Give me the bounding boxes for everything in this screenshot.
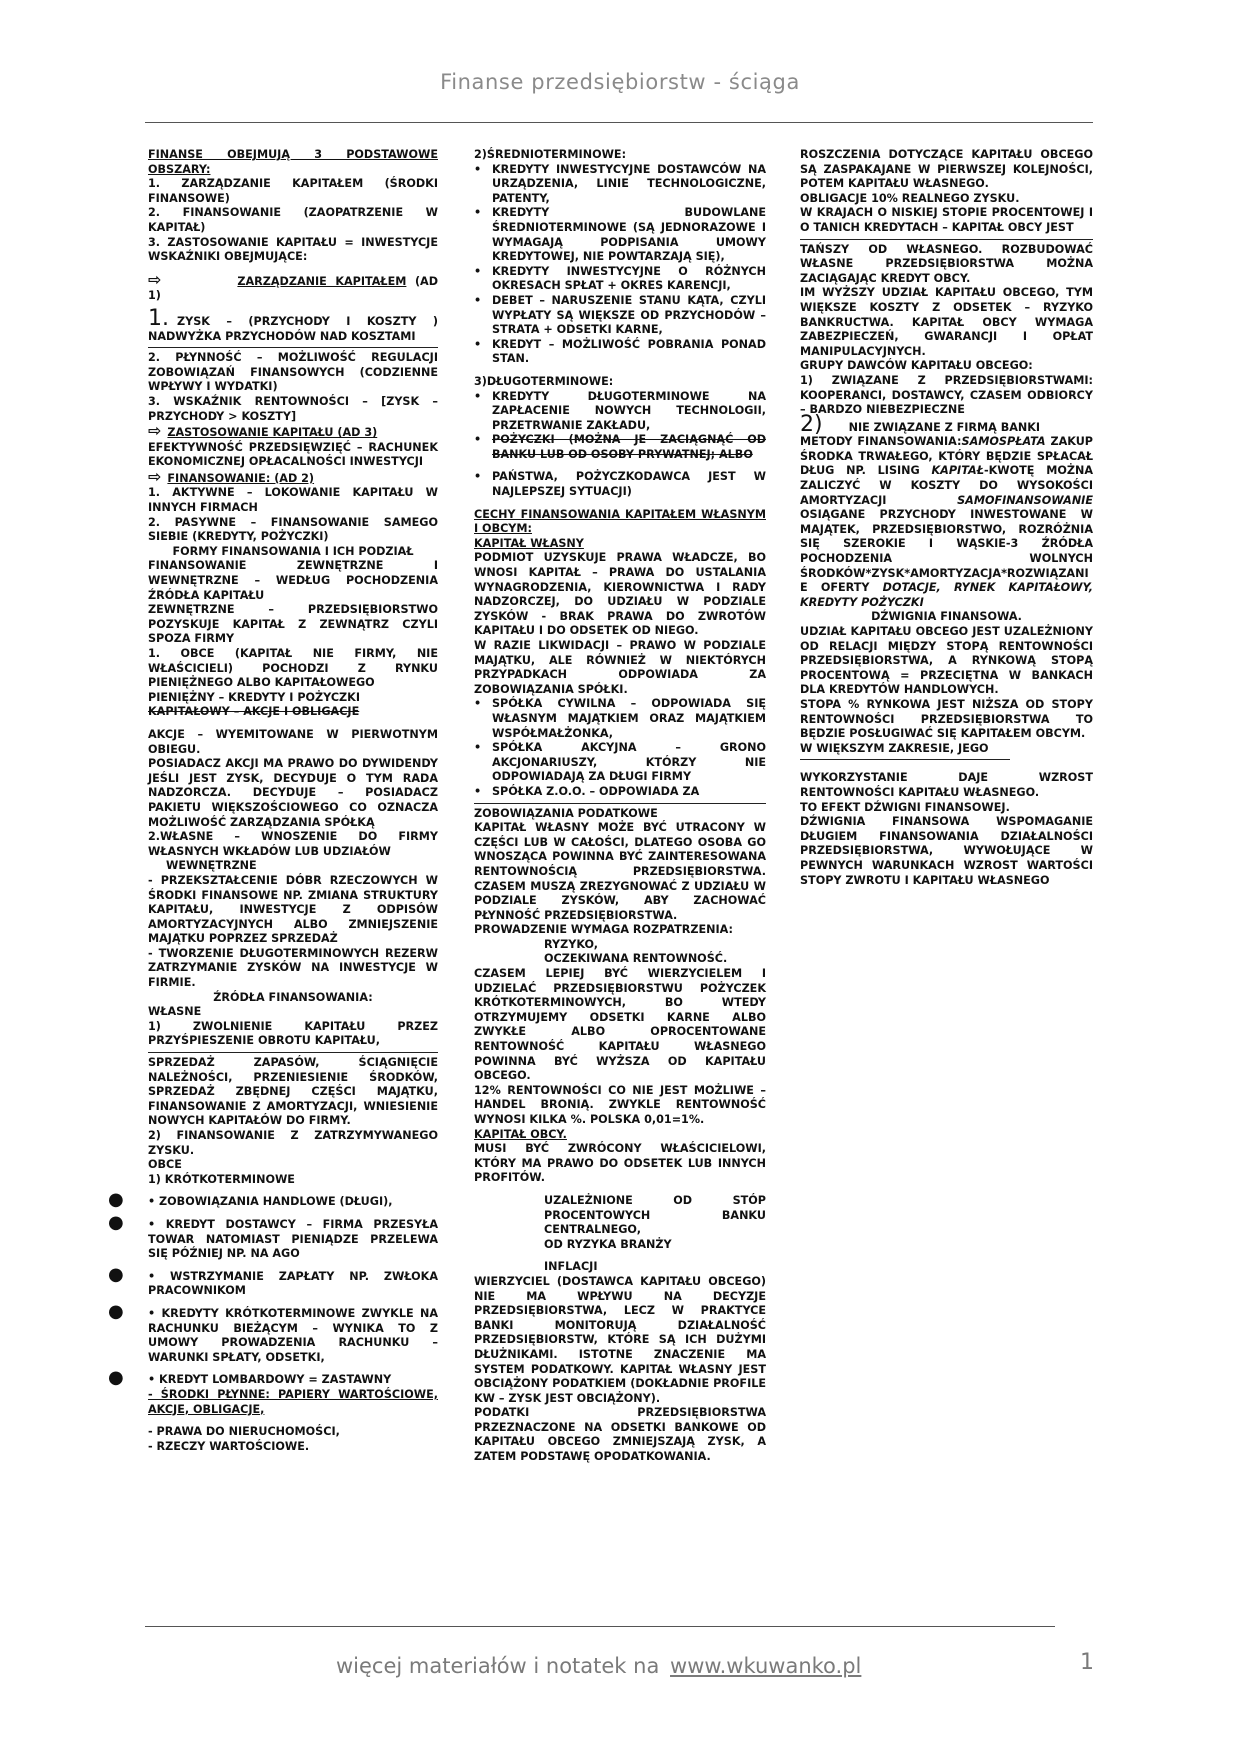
section-heading: CECHY FINANSOWANIA KAPITAŁEM WŁASNYM I OBCYM: — [474, 507, 766, 536]
list-item: • PAŃSTWA, POŻYCZKODAWCA JEST W NAJLEPSZEJ SYTUACJI) — [474, 470, 766, 499]
text-block: WIERZYCIEL (DOSTAWCA KAPITAŁU OBCEGO) NIE MA WPŁYWU NA DECYZJE PRZEDSIĘBIORSTWA, LECZ W PRAKTYCE BANKI MONITORUJĄ DZIAŁALNOŚĆ PRZEDSIĘBIORSTW, KTÓRE SĄ ICH DUŻYMI DŁUŻNIKAMI. ISTOTNE ZNACZENIE MA SYSTEM PODATKOWY. KAPITAŁ WŁASNY JEST OBCIĄŻONY PODATKIEM (DOKŁADNIE PROFILE KW – ZYSK JEST OBCIĄŻONY). — [474, 1274, 766, 1405]
list-number: 1. — [148, 305, 169, 331]
text-block: TO EFEKT DŹWIGNI FINANSOWEJ. — [800, 800, 1010, 814]
column-2 — [474, 148, 766, 1465]
text-italic: DOTACJE, RYNEK KAPITAŁOWY, KREDYTY POŻYCZKI — [800, 581, 1093, 609]
list-item: • SPÓŁKA AKCYJNA – GRONO AKCJONARIUSZY, KTÓRZY NIE ODPOWIADAJĄ ZA DŁUGI FIRMY — [474, 741, 766, 785]
list-item: • KREDYT DOSTAWCY – FIRMA PRZESYŁA TOWAR NATOMIAST PIENIĄDZE PRZELEWA SIĘ PÓŹNIEJ NP. NA AGO — [148, 1217, 438, 1261]
bullet-icon: ● — [108, 1367, 124, 1389]
arrow-icon: ⇨ — [148, 269, 162, 289]
section-heading: FINANSOWANIE: (AD 2) — [167, 471, 315, 485]
list-item: • KREDYTY INWESTYCYJNE DOSTAWCÓW NA URZĄDZENIA, LINIE TECHNOLOGICZNE, PATENTY, — [474, 163, 766, 207]
list-item: • SPÓŁKA Z.O.O. – ODPOWIADA ZA — [474, 785, 766, 800]
text-block: W KRAJACH O NISKIEJ STOPIE PROCENTOWEJ I O TANICH KREDYTACH – KAPITAŁ OBCY JEST — [800, 206, 1093, 234]
arrow-icon: ⇨ — [148, 421, 162, 441]
text-block: IM WYŻSZY UDZIAŁ KAPITAŁU OBCEGO, TYM WIĘKSZE KOSZTY Z ODSETEK – RYZYKO BANKRUCTWA. KAPITAŁ OBCY WYMAGA ZABEZPIECZEŃ, GWARANCJI I OPŁAT MANIPULACYJNYCH. — [800, 286, 1093, 358]
list-item: • ZOBOWIĄZANIA HANDLOWE (DŁUGI), — [148, 1195, 393, 1209]
section-heading: 1) KRÓTKOTERMINOWE — [148, 1172, 295, 1186]
list-item: • KREDYTY KRÓTKOTERMINOWE ZWYKLE NA RACHUNKU BIEŻĄCYM – WYNIKA TO Z UMOWY PROWADZENIA RACHUNKU – WARUNKI SPŁATY, ODSETKI, — [148, 1306, 438, 1364]
text-block: -KWOTĘ MOŻNA ZALICZYĆ W KOSZTY DO WYSOKOŚCI AMORTYZACJI — [800, 464, 1093, 507]
list-item: • KREDYTY DŁUGOTERMINOWE NA ZAPŁACENIE NOWYCH TECHNOLOGII, PRZETRWANIE ZAKŁADU, — [474, 390, 766, 434]
divider — [148, 347, 438, 348]
section-heading: KAPITAŁ WŁASNY — [474, 536, 584, 550]
text-block: PODATKI PRZEDSIĘBIORSTWA PRZEZNACZONE NA ODSETKI BANKOWE OD KAPITAŁU OBCEGO ZMNIEJSZAJĄ ZYSK, A ZATEM PODSTAWĘ OPODATKOWANIA. — [474, 1406, 766, 1464]
divider — [800, 759, 1010, 760]
column-3 — [800, 148, 1093, 888]
header-rule — [145, 122, 1093, 123]
text-italic: SAMOSPŁATA — [961, 435, 1046, 449]
text-block: 1. ZARZĄDZANIE KAPITAŁEM (ŚRODKI FINANSOWE) — [148, 177, 438, 205]
list-item: UZALEŻNIONE OD STÓP PROCENTOWYCH BANKU CENTRALNEGO, — [544, 1193, 766, 1237]
text-block: 1. AKTYWNE – LOKOWANIE KAPITAŁU W INNYCH FIRMACH — [148, 486, 438, 515]
text-block: FINANSOWANIE ZEWNĘTRZNE I WEWNĘTRZNE – WEDŁUG POCHODZENIA ŹRÓDŁA KAPITAŁU — [148, 559, 438, 602]
list-item: • KREDYT – MOŻLIWOŚĆ POBRANIA PONAD STAN. — [474, 338, 766, 367]
text-block: ZAKUP ŚRODKA TRWAŁEGO, KTÓRY BĘDZIE SPŁACAŁ DŁUG NP. LISING — [800, 435, 1093, 478]
section-heading: DŹWIGNIA FINANSOWA. — [871, 610, 1022, 624]
list-item: - ŚRODKI PŁYNNE: PAPIERY WARTOŚCIOWE, AKCJE, OBLIGACJE, — [148, 1387, 438, 1416]
text-block: UDZIAŁ KAPITAŁU OBCEGO JEST UZALEŻNIONY OD RELACJI MIĘDZY STOPĄ RENTOWNOŚCI PRZEDSIĘBIORSTWA, A RYNKOWĄ STOPĄ PROCENTOWĄ = PRZECIĘTNA W BANKACH DLA KREDYTÓW HANDLOWYCH. — [800, 625, 1093, 697]
list-item: • POŻYCZKI (MOŻNA JE ZACIĄGNĄĆ OD BANKU LUB OD OSOBY PRYWATNEJ; ALBO — [474, 433, 766, 462]
text-block: W RAZIE LIKWIDACJI – PRAWO W PODZIALE MAJĄTKU, ALE RÓWNIEŻ W NIEKTÓRYCH PRZYPADKACH ODPOWIADA ZA ZOBOWIĄZANIA SPÓŁKI. — [474, 639, 766, 696]
section-heading: METODY FINANSOWANIA: — [800, 435, 962, 449]
bullet-icon: ● — [108, 1300, 124, 1322]
text-block: ZEWNĘTRZNE – PRZEDSIĘBIORSTWO POZYSKUJE KAPITAŁ Z ZEWNĄTRZ CZYLI SPOZA FIRMY — [148, 603, 438, 646]
text-block: PIENIĘŻNY – KREDYTY I POŻYCZKI — [148, 690, 360, 704]
list-item: • SPÓŁKA CYWILNA – ODPOWIADA SIĘ WŁASNYM MAJĄTKIEM ORAZ MAJĄTKIEM WSPÓŁMAŁŻONKA, — [474, 697, 766, 741]
text-block: 12% RENTOWNOŚCI CO NIE JEST MOŻLIWE – HANDEL BRONIĄ. ZWYKLE RENTOWNOŚĆ WYNOSI KILKA %. POLSKA 0,01=1%. — [474, 1083, 766, 1126]
text-block: AKCJE – WYEMITOWANE W PIERWOTNYM OBIEGU. — [148, 727, 438, 756]
section-heading: ZARZĄDZANIE KAPITAŁEM — [237, 274, 407, 288]
list-item: • KREDYTY BUDOWLANE ŚREDNIOTERMINOWE (SĄ JEDNORAZOWE I WYMAGAJĄ PODPISANIA UMOWY KREDYTOWEJ, NIE POWTARZAJĄ SIĘ), — [474, 206, 766, 264]
text-block: POSIADACZ AKCJI MA PRAWO DO DYWIDENDY JEŚLI JEST ZYSK, DECYDUJE O TYM RADA NADZORCZA. DECYDUJE – POSIADACZ PAKIETU WIĘKSZOŚCIOWEGO CO OZNACZA MOŻLIWOŚĆ ZARZĄDZANIA SPÓŁKĄ — [148, 757, 438, 829]
text-block: - TWORZENIE DŁUGOTERMINOWYCH REZERW ZATRZYMANIE ZYSKÓW NA INWESTYCJE W FIRMIE. — [148, 946, 438, 990]
list-item: • WSTRZYMANIE ZAPŁATY NP. ZWŁOKA PRACOWNIKOM — [148, 1269, 438, 1298]
text-block: KAPITAŁOWY – AKCJE I OBLIGACJE — [148, 705, 360, 719]
footer-rule — [145, 1626, 1055, 1627]
text-block: 2) FINANSOWANIE Z ZATRZYMYWANEGO ZYSKU. — [148, 1129, 438, 1157]
list-item: - RZECZY WARTOŚCIOWE. — [148, 1439, 310, 1453]
text-block: TAŃSZY OD WŁASNEGO. ROZBUDOWAĆ WŁASNE PRZEDSIĘBIORSTWA MOŻNA ZACIĄGAJĄC KREDYT OBCY. — [800, 242, 1093, 285]
list-item: OCZEKIWANA RENTOWNOŚĆ. — [544, 952, 728, 966]
divider — [148, 1052, 438, 1053]
text-block: WSPOMAGANIE DŁUGIEM FINANSOWANIA DZIAŁALNOŚCI PRZEDSIĘBIORSTWA, WYWOŁUJĄCE W PEWNYCH WARUNKACH WZROST WARTOŚCI STOPY ZWROTU I KAPITAŁU WŁASNEGO — [800, 815, 1093, 887]
text-block: MUSI BYĆ ZWRÓCONY WŁAŚCICIELOWI, KTÓRY MA PRAWO DO ODSETEK LUB INNYCH PROFITÓW. — [474, 1142, 766, 1185]
text-block: CZASEM LEPIEJ BYĆ WIERZYCIELEM I UDZIELAĆ PRZEDSIĘBIORSTWU POŻYCZEK KRÓTKOTERMINOWYCH, BO WTEDY OTRZYMUJEMY ODSETKI KARNE ALBO ZWYKŁE ALBO OPROCENTOWANE RENTOWNOŚĆ KAPITAŁU WŁASNEGO POWINNA BYĆ WYŻSZA OD KAPITAŁU OBCEGO. — [474, 967, 766, 1083]
bullet-icon: ● — [108, 1211, 124, 1233]
text-block: 2. FINANSOWANIE (ZAOPATRZENIE W KAPITAŁ) — [148, 206, 438, 234]
text-block: 1) ZWOLNIENIE KAPITAŁU PRZEZ PRZYŚPIESZENIE OBROTU KAPITAŁU, — [148, 1019, 438, 1048]
list-item: RYZYKO, — [544, 937, 598, 951]
text-block: WYKORZYSTANIE DAJE WZROST RENTOWNOŚCI KAPITAŁU WŁASNEGO. — [800, 771, 1093, 799]
text-block: SPRZEDAŻ ZAPASÓW, ŚCIĄGNIĘCIE NALEŻNOŚCI, PRZENIESIENIE ŚRODKÓW, SPRZEDAŻ ZBĘDNEJ CZĘŚCI MAJĄTKU, FINANSOWANIE Z AMORTYZACJI, WNIESIENIE NOWYCH KAPITAŁÓW DO FIRMY. — [148, 1056, 438, 1128]
list-item: OD RYZYKA BRANŻY — [544, 1237, 672, 1251]
list-item: INFLACJI — [544, 1260, 598, 1274]
text-block: OBLIGACJE 10% REALNEGO ZYSKU. — [800, 191, 1020, 205]
footer-text: więcej materiałów i notatek na — [336, 1654, 660, 1678]
text-block: ROSZCZENIA DOTYCZĄCE KAPITAŁU OBCEGO SĄ ZASPAKAJANE W PIERWSZEJ KOLEJNOŚCI, POTEM KAPITAŁU WŁASNEGO. — [800, 148, 1093, 191]
text-block: EFEKTYWNOŚĆ PRZEDSIĘWZIĘĆ – RACHUNEK EKONOMICZNEJ OPŁACALNOŚCI INWESTYCJI — [148, 440, 438, 469]
text-block: 1) ZWIĄZANE Z PRZEDSIĘBIORSTWAMI: KOOPERANCI, DOSTAWCY, CZASEM ODBIORCY – BARDZO NIEBEZPIECZNE — [800, 373, 1093, 417]
section-heading: WEWNĘTRZNE — [166, 859, 257, 873]
text-italic: SAMOFINANSOWANIE — [957, 493, 1093, 507]
list-item: • DEBET – NARUSZENIE STANU KĄTA, CZYLI WYPŁATY SĄ WIĘKSZE OD PRZYCHODÓW – STRATA + ODSETKI KARNE, — [474, 294, 766, 338]
text-block: 3. WSKAŹNIK RENTOWNOŚCI – [ZYSK – PRZYCHODY > KOSZTY] — [148, 394, 438, 423]
divider — [474, 803, 766, 804]
text-block: 2. PŁYNNOŚĆ – MOŻLIWOŚĆ REGULACJI ZOBOWIĄZAŃ FINANSOWYCH (CODZIENNE WPŁYWY I WYDATKI) — [148, 351, 438, 394]
section-heading: KAPITAŁ OBCY. — [474, 1127, 567, 1141]
section-heading: ZASTOSOWANIE KAPITAŁU (AD 3) — [167, 426, 378, 440]
page-header-title: Finanse przedsiębiorstw - ściąga — [440, 70, 800, 94]
text-block: (AD 1) — [148, 274, 438, 303]
text-block: STOPA % RYNKOWA JEST NIŻSZA OD STOPY RENTOWNOŚCI PRZEDSIĘBIORSTWA TO BĘDZIE POSŁUGIWAĆ SIĘ KAPITAŁEM OBCYM. — [800, 697, 1093, 741]
list-item: - PRAWA DO NIERUCHOMOŚCI, — [148, 1425, 340, 1439]
list-number: 2) — [800, 411, 823, 437]
text-block: FINANSE OBEJMUJĄ 3 PODSTAWOWE OBSZARY: — [148, 148, 438, 176]
section-heading: DŹWIGNIA FINANSOWA — [800, 815, 970, 829]
section-heading: 3)DŁUGOTERMINOWE: — [474, 374, 614, 388]
text-block: 1. OBCE (KAPITAŁ NIE FIRMY, NIE WŁAŚCICIELI) POCHODZI Z RYNKU PIENIĘŻNEGO ALBO KAPITAŁOWEGO — [148, 647, 438, 690]
section-heading: OBCE — [148, 1158, 182, 1172]
section-heading: FORMY FINANSOWANIA I ICH PODZIAŁ — [172, 544, 414, 558]
text-block: - PRZEKSZTAŁCENIE DÓBR RZECZOWYCH W ŚRODKI FINANSOWE NP. ZMIANA STRUKTURY KAPITAŁU, INWESTYCJE Z ODPISÓW AMORTYZACYJNYCH ALBO ZMNIEJSZENIE MAJĄTKU POPRZEZ SPRZEDAŻ — [148, 873, 438, 946]
text-block: 2.WŁASNE – WNOSZENIE DO FIRMY WŁASNYCH WKŁADÓW LUB UDZIAŁÓW — [148, 830, 438, 858]
text-block: PROWADZENIE WYMAGA ROZPATRZENIA: — [474, 923, 733, 937]
text-block: OSIĄGANE PRZYCHODY INWESTOWANE W MAJĄTEK, PRZEDSIĘBIORSTWO, ROZRÓŻNIA SIĘ SZEROKIE I WĄSKIE-3 ŹRÓDŁA POCHODZENIA WOLNYCH ŚRODKÓW*ZYSK*AMORTYZACJA*ROZWIĄZANI E OFERTY — [800, 508, 1093, 595]
footer — [336, 1654, 861, 1678]
text-block: ZYSK – (PRZYCHODY I KOSZTY ) NADWYŻKA PRZYCHODÓW NAD KOSZTAMI — [148, 314, 438, 343]
section-heading: WŁASNE — [148, 1005, 202, 1019]
list-item: • KREDYT LOMBARDOWY = ZASTAWNY — [148, 1373, 392, 1387]
text-block: KAPITAŁ WŁASNY MOŻE BYĆ UTRACONY W CZĘŚCI LUB W CAŁOŚCI, DLATEGO OSOBA GO WNOSZĄCA POWINNA BYĆ ZAINTERESOWANA RENTOWNOŚCIĄ PRZEDSIĘBIORSTWA. CZASEM MUSZĄ ZREZYGNOWAĆ Z UDZIAŁU W PODZIALE ZYSKÓW, ABY ZACHOWAĆ PŁYNNOŚĆ PRZEDSIĘBIORSTWA. — [474, 821, 766, 922]
bullet-icon: ● — [108, 1263, 124, 1285]
bullet-icon: ● — [108, 1189, 124, 1211]
column-1 — [108, 148, 438, 1454]
text-block: W WIĘKSZYM ZAKRESIE, JEGO — [800, 741, 989, 755]
text-block: ZOBOWIĄZANIA PODATKOWE — [474, 806, 658, 820]
divider — [800, 239, 1093, 240]
arrow-icon: ⇨ — [148, 466, 162, 486]
page-number: 1 — [1080, 1650, 1094, 1675]
section-heading: 2)ŚREDNIOTERMINOWE: — [474, 148, 627, 161]
text-block: 3. ZASTOSOWANIE KAPITAŁU = INWESTYCJE WSKAŹNIKI OBEJMUJĄCE: — [148, 235, 438, 264]
section-heading: ŹRÓDŁA FINANSOWANIA: — [213, 990, 373, 1004]
text-block: GRUPY DAWCÓW KAPITAŁU OBCEGO: — [800, 359, 1033, 373]
footer-link[interactable]: www.wkuwanko.pl — [670, 1654, 862, 1678]
text-block: NIE ZWIĄZANE Z FIRMĄ BANKI — [848, 420, 1041, 434]
list-item: • KREDYTY INWESTYCYJNE O RÓŻNYCH OKRESACH SPŁAT + OKRES KARENCJI, — [474, 265, 766, 294]
text-block: PODMIOT UZYSKUJE PRAWA WŁADCZE, BO WNOSI KAPITAŁ – PRAWA DO USTALANIA WYNAGRODZENIA, KIEROWNICTWA I RADY NADZORCZEJ, DO UDZIAŁU W PODZIALE ZYSKÓW - BRAK PRAWA DO ZWROTÓW KAPITAŁU I DO ODSETEK OD NIEGO. — [474, 551, 766, 638]
text-block: 2. PASYWNE – FINANSOWANIE SAMEGO SIEBIE (KREDYTY, POŻYCZKI) — [148, 515, 438, 544]
text-italic: KAPITAŁ — [931, 464, 984, 478]
